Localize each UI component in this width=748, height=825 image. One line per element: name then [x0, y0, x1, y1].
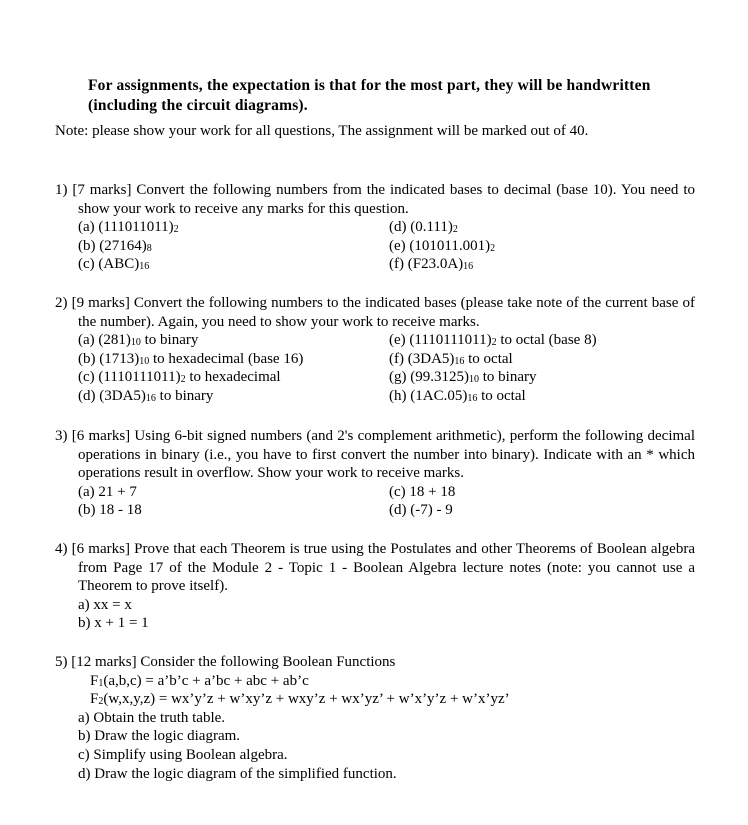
q1-c-base: 16 — [139, 261, 150, 273]
q5-f1-name: F — [90, 672, 99, 689]
q1-item-f — [389, 255, 695, 274]
q2-c-text: (c) (1110111011) — [78, 369, 181, 386]
q1-item-c — [78, 255, 389, 274]
question-2-header: 2) [9 marks] Convert the following numbers to the indicated bases (please take note of the current base of the number). Again, you need to show your work to receive marks. — [55, 295, 695, 330]
question-2-row-3 — [55, 368, 695, 387]
q2-e-base: 2 — [491, 337, 497, 349]
q1-d-base: 2 — [452, 224, 458, 236]
q1-a-base: 2 — [173, 224, 179, 236]
q1-f-text: (f) (F23.0A) — [389, 256, 464, 273]
q2-a-suffix: to binary — [140, 332, 199, 349]
intro-text: For assignments, the expectation is that for the most part, they will be handwritten (including the circuit diagrams). — [88, 77, 651, 114]
q2-h-suffix: to octal — [477, 387, 526, 404]
q2-item-h — [389, 387, 695, 406]
q5-item-a: a) Obtain the truth table. — [78, 709, 226, 726]
q2-item-f — [389, 350, 695, 369]
note-text: Note: please show your work for all questions, The assignment will be marked out of 40. — [55, 123, 589, 139]
question-1 — [55, 181, 695, 274]
q3-item-a: (a) 21 + 7 — [78, 483, 137, 500]
question-2-row-4 — [55, 387, 695, 406]
q1-d-text: (d) (0.111) — [389, 219, 453, 236]
question-3-header: 3) [6 marks] Using 6-bit signed numbers (and 2's complement arithmetic), perform the following decimal operations in binary (i.e., you have to first convert the number into binary). Indicate with an * which operations result in overflow. Show your work to receive marks. — [55, 428, 695, 482]
q2-b-base: 10 — [139, 355, 150, 367]
q2-a-text: (a) (281) — [78, 332, 131, 349]
q2-g-text: (g) (99.3125) — [389, 369, 469, 386]
question-1-row-1 — [55, 218, 695, 237]
q4-item-a: a) xx = x — [78, 596, 132, 613]
q2-item-b — [78, 350, 389, 369]
q1-item-a — [78, 218, 389, 237]
q1-item-b — [78, 237, 389, 256]
q1-e-base: 2 — [490, 242, 496, 254]
q2-c-base: 2 — [180, 374, 186, 386]
question-5 — [55, 653, 695, 783]
q2-a-base: 10 — [130, 337, 141, 349]
question-2-row-1 — [55, 331, 695, 350]
question-3-row-1 — [55, 483, 695, 502]
q3-item-b: (b) 18 - 18 — [78, 502, 142, 519]
q2-f-base: 16 — [454, 355, 465, 367]
q2-f-suffix: to octal — [464, 350, 513, 367]
q5-f1-index: 1 — [98, 677, 104, 689]
question-2 — [55, 294, 695, 406]
q2-item-c — [78, 368, 389, 387]
q2-d-base: 16 — [145, 392, 156, 404]
q2-c-suffix: to hexadecimal — [185, 369, 281, 386]
q5-function-f1 — [55, 672, 695, 691]
q3-item-c: (c) 18 + 18 — [389, 483, 456, 500]
q2-e-text: (e) (1110111011) — [389, 332, 492, 349]
q2-item-a — [78, 331, 389, 350]
q5-function-f2 — [55, 690, 695, 709]
q2-b-suffix: to hexadecimal (base 16) — [149, 350, 304, 367]
q2-g-base: 10 — [468, 374, 479, 386]
question-5-header: 5) [12 marks] Consider the following Boolean Functions — [55, 654, 396, 670]
q5-item-d: d) Draw the logic diagram of the simplified function. — [78, 765, 397, 782]
q2-item-e — [389, 331, 695, 350]
q5-f1-expression: (a,b,c) = a’b’c + a’bc + abc + ab’c — [103, 672, 309, 689]
q5-item-b: b) Draw the logic diagram. — [78, 728, 241, 745]
q2-e-suffix: to octal (base 8) — [496, 332, 597, 349]
q1-item-e — [389, 237, 695, 256]
q2-d-suffix: to binary — [155, 387, 214, 404]
q2-f-text: (f) (3DA5) — [389, 350, 455, 367]
question-1-row-3 — [55, 255, 695, 274]
q3-item-d: (d) (-7) - 9 — [389, 502, 453, 519]
q5-item-c: c) Simplify using Boolean algebra. — [78, 746, 288, 763]
question-1-row-2 — [55, 237, 695, 256]
q4-item-b: b) x + 1 = 1 — [78, 615, 149, 632]
q1-e-text: (e) (101011.001) — [389, 237, 491, 254]
q1-a-text: (a) (111011011) — [78, 219, 174, 236]
q2-b-text: (b) (1713) — [78, 350, 140, 367]
question-3 — [55, 427, 695, 520]
q1-c-text: (c) (ABC) — [78, 256, 140, 273]
question-4 — [55, 540, 695, 633]
q2-item-d — [78, 387, 389, 406]
q5-f2-index: 2 — [98, 696, 104, 708]
q2-h-base: 16 — [467, 392, 478, 404]
q1-item-d — [389, 218, 695, 237]
q2-d-text: (d) (3DA5) — [78, 387, 146, 404]
q5-f2-expression: (w,x,y,z) = wx’y’z + w’xy’z + wxy’z + wx’yz’ + w’x’y’z + w’x’yz’ — [103, 691, 510, 708]
q1-b-text: (b) (27164) — [78, 237, 147, 254]
question-3-row-2 — [55, 501, 695, 520]
q1-b-base: 8 — [146, 242, 152, 254]
q2-g-suffix: to binary — [478, 369, 537, 386]
question-1-header: 1) [7 marks] Convert the following numbers from the indicated bases to decimal (base 10). You need to show your work to receive any marks for this question. — [55, 182, 695, 217]
q2-h-text: (h) (1AC.05) — [389, 387, 468, 404]
q2-item-g — [389, 368, 695, 387]
question-2-row-2 — [55, 350, 695, 369]
q5-f2-name: F — [90, 691, 99, 708]
q1-f-base: 16 — [463, 261, 474, 273]
question-4-header: 4) [6 marks] Prove that each Theorem is true using the Postulates and other Theorems of Boolean algebra from Page 17 of the Module 2 - Topic 1 - Boolean Algebra lecture notes (note: you cannot use a Theorem to prove itself). — [55, 541, 695, 595]
